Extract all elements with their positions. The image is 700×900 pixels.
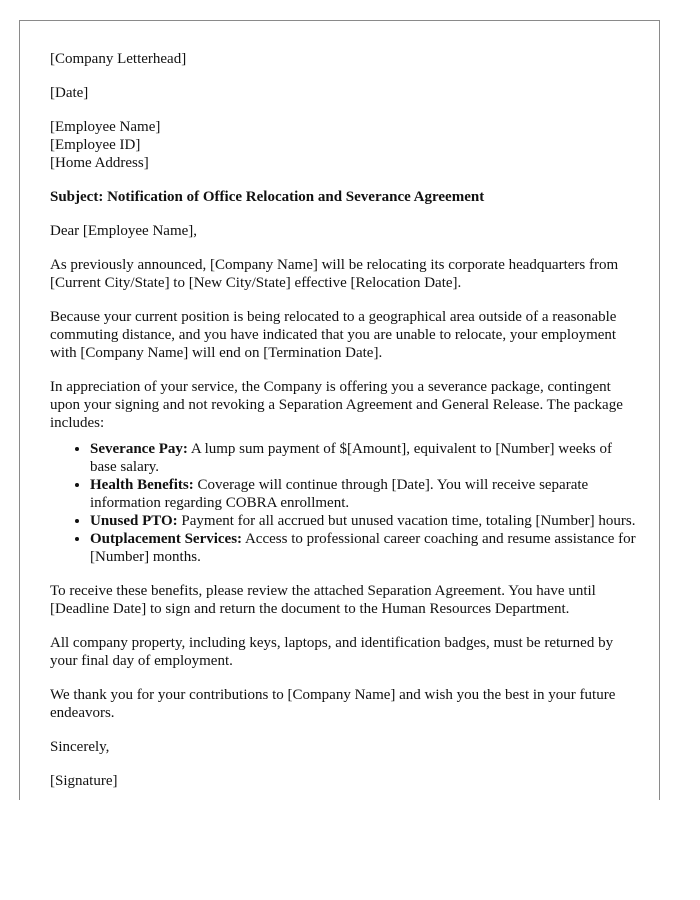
paragraph-severance-intro: In appreciation of your service, the Company is offering you a severance package, contingent upon your signing and not revoking a Separation Agreement and General Release. The package includes:: [50, 379, 623, 431]
recipient-id: [Employee ID]: [50, 137, 141, 153]
list-item-text: Payment for all accrued but unused vacation time, totaling [Number] hours.: [177, 513, 636, 529]
recipient-home-address: [Home Address]: [50, 155, 149, 171]
letter-page: [19, 20, 660, 800]
recipient-address-block: [50, 118, 640, 172]
letter-salutation: Dear [Employee Name],: [50, 223, 198, 239]
letter-body: [50, 50, 640, 800]
list-item-title: Severance Pay:: [90, 441, 188, 457]
list-item-severance-pay: [90, 440, 640, 476]
paragraph-termination: Because your current position is being relocated to a geographical area outside of a reasonable commuting distance, and you have indicated that you are unable to relocate, your employment with [Company Name] will end on [Termination Date].: [50, 309, 617, 361]
list-item-text: A lump sum payment of $[Amount], equivalent to [Number] weeks of base salary.: [90, 441, 612, 475]
list-item-title: Unused PTO:: [90, 513, 178, 529]
paragraph-thanks: We thank you for your contributions to [Company Name] and wish you the best in your future endeavors.: [50, 687, 616, 721]
list-item-health-benefits: [90, 476, 640, 512]
list-item-text: Access to professional career coaching and resume assistance for [Number] months.: [90, 531, 636, 565]
list-item-outplacement: [90, 530, 640, 566]
list-item-title: Health Benefits:: [90, 477, 194, 493]
letter-subject: Subject: Notification of Office Relocation and Severance Agreement: [50, 189, 485, 205]
paragraph-company-property: All company property, including keys, laptops, and identification badges, must be returned by your final day of employment.: [50, 635, 614, 669]
list-item-text: Coverage will continue through [Date]. You will receive separate information regarding COBRA enrollment.: [90, 477, 589, 511]
letter-date: [Date]: [50, 85, 89, 101]
list-item-unused-pto: [90, 512, 640, 530]
paragraph-relocation: As previously announced, [Company Name] will be relocating its corporate headquarters from [Current City/State] to [New City/State] effective [Relocation Date].: [50, 257, 619, 291]
recipient-name: [Employee Name]: [50, 119, 161, 135]
signature-placeholder: [Signature]: [50, 773, 118, 789]
severance-package-list: [50, 440, 640, 566]
company-letterhead: [Company Letterhead]: [50, 51, 187, 67]
list-item-title: Outplacement Services:: [90, 531, 243, 547]
letter-signoff: Sincerely,: [50, 739, 110, 755]
paragraph-deadline: To receive these benefits, please review the attached Separation Agreement. You have until [Deadline Date] to sign and return the document to the Human Resources Department.: [50, 583, 596, 617]
